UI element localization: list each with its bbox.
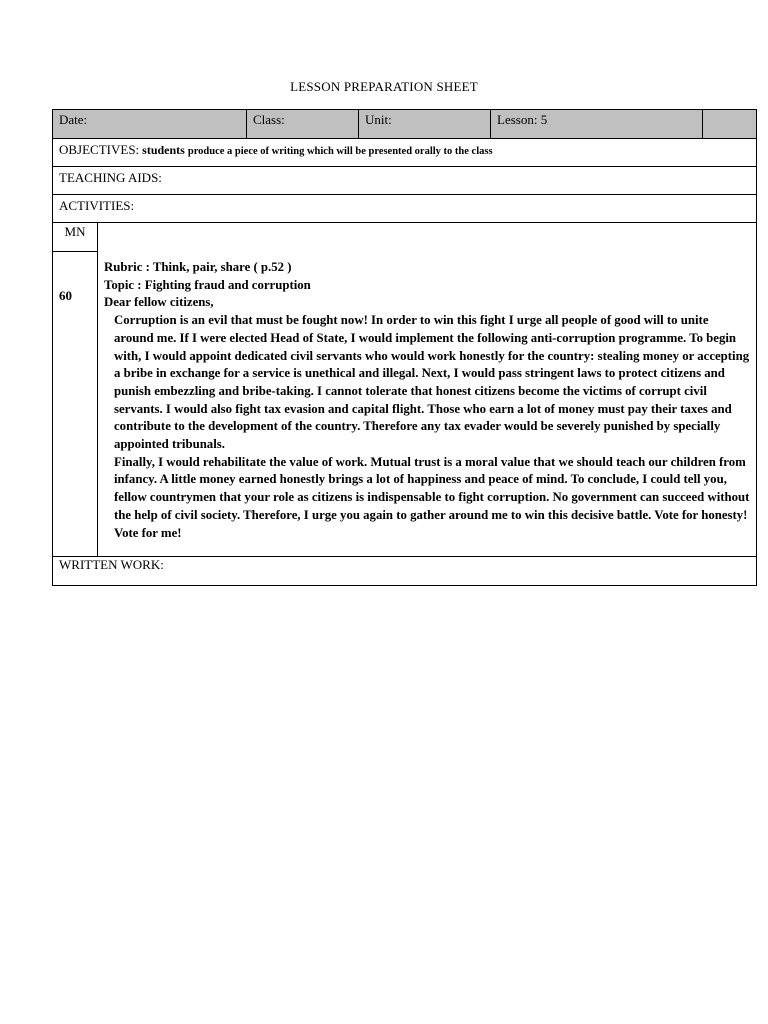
lesson-sheet-table — [52, 109, 757, 586]
lesson-cell: Lesson: 5 — [491, 110, 703, 138]
empty-header-cell — [703, 110, 756, 138]
objectives-row — [53, 139, 756, 167]
objectives-label: OBJECTIVES: — [59, 142, 140, 157]
speech-paragraph-1: Corruption is an evil that must be fought now! In order to win this fight I urge all people of good will to unite around me. If I were elected Head of State, I would implement the following anti-corruption programme. To begin with, I would appoint dedicated civil servants who would work honestly for the country: stealing money or accepting a bribe in exchange for a service is unethical and illegal. Next, I would pass stringent laws to protect citizens and punish embezzling and bribe-taking. I cannot tolerate that honest citizens become the victims of corrupt civil servants. I would also fight tax evasion and capital flight. Those who earn a lot of money must pay their taxes and contribute to the development of the country. Therefore any tax evader would be severely punished by specially appointed tribunals. — [114, 313, 750, 452]
activity-body — [53, 223, 756, 557]
minutes-value: 60 — [59, 288, 72, 303]
teaching-aids-row: TEACHING AIDS: — [53, 167, 756, 195]
date-cell: Date: — [53, 110, 247, 138]
activities-row: ACTIVITIES: — [53, 195, 756, 223]
header-row — [53, 110, 756, 139]
objectives-lead: students — [139, 143, 188, 157]
topic-line: Topic : Fighting fraud and corruption — [104, 277, 311, 292]
objectives-text: produce a piece of writing which will be presented orally to the class — [187, 146, 493, 157]
activity-content — [98, 223, 756, 556]
minutes-header: MN — [53, 223, 97, 252]
rubric-line: Rubric : Think, pair, share ( p.52 ) — [104, 260, 292, 274]
greeting-line: Dear fellow citizens, — [104, 295, 214, 310]
speech-paragraph-2: Finally, I would rehabilitate the value of work. Mutual trust is a moral value that we should teach our children from infancy. A little money earned honestly brings a lot of happiness and peace of mind. To conclude, I could tell you, fellow countrymen that your role as citizens is indispensable to fight corruption. No government can succeed without the help of civil society. Therefore, I urge you again to gather around me to win this decisive battle. Vote for honesty! Vote for me! — [114, 454, 750, 540]
written-work-row: WRITTEN WORK: — [59, 557, 164, 572]
page-title: LESSON PREPARATION SHEET — [290, 79, 478, 94]
unit-cell: Unit: — [359, 110, 491, 138]
minutes-column — [53, 223, 98, 556]
class-cell: Class: — [247, 110, 359, 138]
